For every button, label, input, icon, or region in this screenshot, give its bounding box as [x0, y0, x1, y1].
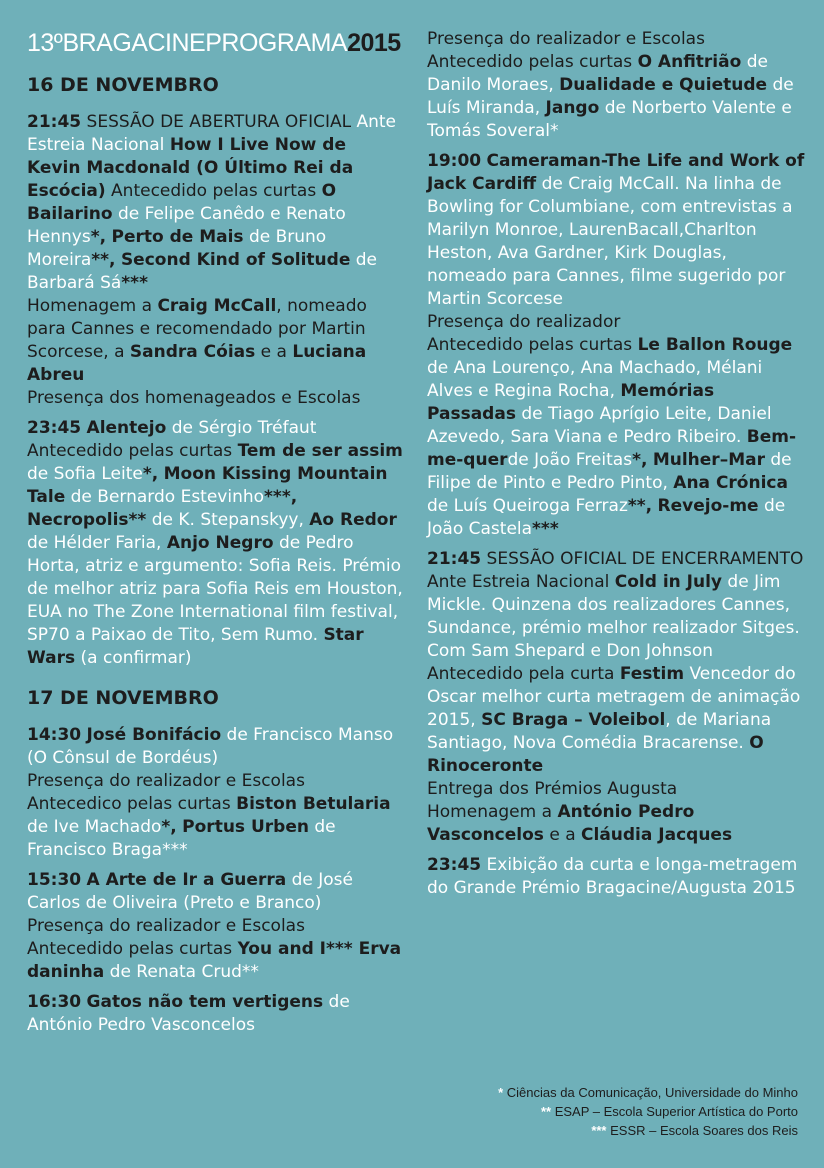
presence-note: Presença do realizador — [427, 312, 621, 332]
short-title: Mulher–Mar — [652, 450, 765, 470]
left-column — [27, 0, 405, 1044]
session-time: 19:00 — [427, 151, 482, 171]
short-title: Ao Redor — [309, 510, 397, 530]
short-credit: de Filipe de Pinto e Pedro Pinto, — [427, 450, 792, 493]
short-credit: Vencedor do Oscar melhor curta metragem de animação 2015, — [427, 664, 801, 730]
date-heading-17: 17 DE NOVEMBRO — [27, 687, 219, 709]
tribute-intro: Homenagem a — [427, 802, 553, 822]
short-credit: de Bernardo Estevinho — [70, 487, 265, 507]
short-credit: de João Castela — [427, 496, 786, 539]
session-line: Ante Estreia Nacional — [427, 572, 610, 592]
session-17-1630-cont — [427, 28, 805, 143]
tribute-name: António Pedro Vasconcelos — [427, 802, 695, 845]
short-title: Second Kind of Solitude — [120, 250, 351, 270]
film-credit: de Francisco Manso (O Cônsul de Bordéus) — [27, 725, 394, 768]
session-line: Ante Estreia Nacional — [27, 112, 396, 155]
short-credit: de Pedro Horta, atriz e argumento: Sofia Reis. Prémio de melhor atriz para Sofia Reis em Houston, EUA no The Zone International film festival, SP70 a Paixao de Tito, Sem Rumo. — [27, 533, 403, 645]
short-title: Festim — [619, 664, 685, 684]
title-edition: 13º — [27, 29, 63, 57]
short-credit: de Renata Crud** — [109, 962, 259, 982]
short-credit: de Hélder Faria, — [27, 533, 162, 553]
footnote-3 — [498, 1121, 798, 1140]
short-credit: de Sofia Leite — [27, 464, 143, 484]
session-time: 16:30 — [27, 992, 82, 1012]
page-title — [27, 30, 405, 57]
footnote-1 — [498, 1083, 798, 1102]
short-title: Jango — [545, 98, 600, 118]
short-title: You and I*** Erva daninha — [27, 939, 402, 982]
short-credit: de Danilo Moraes, — [427, 52, 768, 95]
footnote-text: Ciências da Comunicação, Universidade do Minho — [506, 1085, 798, 1100]
short-credit: de Norberto Valente e Tomás Soveral* — [427, 98, 792, 141]
tribute-intro: Homenagem a — [27, 296, 153, 316]
presence-note: Presença dos homenageados e Escolas — [27, 388, 361, 408]
session-17-1630 — [27, 991, 405, 1037]
tribute-name: Cláudia Jacques — [581, 825, 733, 845]
film-credit: de António Pedro Vasconcelos — [27, 992, 350, 1035]
tribute-name: Luciana Abreu — [27, 342, 367, 385]
short-title: Revejo-me — [657, 496, 759, 516]
film-title: Star Wars — [27, 625, 364, 668]
session-time: 23:45 — [427, 855, 482, 875]
short-title: Bem-me-quer — [427, 427, 797, 470]
short-title: Tem de ser assim — [237, 441, 403, 461]
film-credit: de Jim Mickle. Quinzena dos realizadores Cannes, Sundance, prémio melhor realizador Sitges. Com Sam Shepard e Don Johnson — [427, 572, 800, 661]
short-credit: de Luís Queiroga Ferraz — [427, 496, 628, 516]
short-title: Dualidade e Quietude — [559, 75, 768, 95]
short-title: O Rinoceronte — [427, 733, 764, 776]
right-column — [427, 0, 805, 907]
short-credit: de Bruno Moreira — [27, 227, 327, 270]
shorts-intro: Antecedido pelas curtas — [111, 181, 317, 201]
session-16-2145: 21:45 SESSÃO DE ABERTURA OFICIAL Ante Estreia Nacional How I Live Now de Kevin Macdonald (O Último Rei da Escócia) Antecedido pelas curtas O Bailarino de Felipe Canêdo e Renato Hennys*, Perto de Mais de Bruno Moreira**, Second Kind of Solitude de Barbará Sá*** Homenagem a Craig McCall, nomeado para Cannes e recomendado por Martin Scorcese, a Sandra Cóias e a Luciana Abreu Presença dos homenageados e Escolas — [27, 112, 396, 408]
short-title: Anjo Negro — [166, 533, 274, 553]
short-credit: de Tiago Aprígio Leite, Daniel Azevedo, Sara Viana e Pedro Ribeiro. — [427, 404, 772, 447]
shorts-intro: Antecedido pelas curtas — [427, 52, 633, 72]
shorts-intro: Antecedido pelas curtas — [27, 441, 233, 461]
session-time: 15:30 — [27, 870, 82, 890]
short-title: Biston Betularia — [236, 794, 391, 814]
short-title: Moon Kissing Mountain Tale — [27, 464, 388, 507]
short-title: Ana Crónica — [673, 473, 788, 493]
short-credit: de Luís Miranda, — [427, 75, 794, 118]
tribute-name: Sandra Cóias — [129, 342, 256, 362]
short-credit: de Barbará Sá — [27, 250, 378, 293]
short-credit: de Ana Lourenço, Ana Machado, Mélani Alves e Regina Rocha, — [427, 358, 763, 401]
shorts-intro: Antecedido pela curta — [427, 664, 615, 684]
short-title: Portus Urben — [182, 817, 309, 837]
film-title: How I Live Now de Kevin Macdonald (O Último Rei da Escócia) — [27, 135, 354, 201]
session-heading: SESSÃO DE ABERTURA OFICIAL — [86, 112, 352, 132]
session-time: 21:45 — [427, 549, 482, 569]
session-time: 21:45 — [27, 112, 82, 132]
footnote-text: ESAP – Escola Superior Artística do Porto — [554, 1104, 798, 1119]
short-credit: de Ive Machado — [27, 817, 162, 837]
session-17-2145 — [427, 548, 805, 847]
film-title: José Bonifácio — [86, 725, 222, 745]
title-programa: PROGRAMA — [205, 29, 348, 57]
film-title: Cold in July — [614, 572, 723, 592]
footnote-mark: ** — [540, 1104, 552, 1119]
tribute-name: Craig McCall — [157, 296, 277, 316]
short-credit: de Felipe Canêdo e Renato Hennys — [27, 204, 346, 247]
session-16-2345: 23:45 Alentejo de Sérgio Tréfaut Antecedido pelas curtas Tem de ser assim de Sofia Leite*, Moon Kissing Mountain Tale de Bernardo Estevinho***, Necropolis** de K. Stepanskyy, Ao Redor de Hélder Faria, Anjo Negro de Pedro Horta, atriz e argumento: Sofia Reis. Prémio de melhor atriz para Sofia Reis em Houston, EUA no The Zone International film festival, SP70 a Paixao de Tito, Sem Rumo. Star Wars (a confirmar) — [27, 418, 403, 668]
film-title: A Arte de Ir a Guerra — [86, 870, 287, 890]
film-credit: de Craig McCall. Na linha de Bowling for Columbiane, com entrevistas a Marilyn Monroe, LaurenBacall,Charlton Heston, Ava Gardner, Kirk Douglas, nomeado para Cannes, filme sugerido por Martin Scorcese — [427, 174, 793, 309]
film-title: Alentejo — [86, 418, 167, 438]
tribute-text: , nomeado para Cannes e recomendado por Martin Scorcese, a — [27, 296, 367, 362]
film-note: (a confirmar) — [80, 648, 192, 668]
session-17-1430: 14:30 José Bonifácio de Francisco Manso (O Cônsul de Bordéus) Presença do realizador e Escolas Antecedico pelas curtas Biston Betularia de Ive Machado*, Portus Urben de Francisco Braga*** — [27, 725, 394, 860]
short-title: SC Braga – Voleibol — [481, 710, 666, 730]
session-17-2345 — [427, 854, 805, 900]
footnote-2 — [498, 1102, 798, 1121]
short-credit: de K. Stepanskyy, — [151, 510, 304, 530]
short-credit: , de Mariana Santiago, Nova Comédia Bracarense. — [427, 710, 772, 753]
footnotes — [498, 1083, 798, 1140]
title-year: 2015 — [347, 29, 401, 57]
presence-note: Presença do realizador e Escolas — [427, 29, 705, 49]
short-credit: de João Freitas — [507, 450, 633, 470]
title-festival: BRAGACINE — [62, 29, 206, 57]
film-credit: de Sérgio Tréfaut — [171, 418, 317, 438]
shorts-intro: Antecedico pelas curtas — [27, 794, 231, 814]
short-title: Necropolis** — [27, 510, 147, 530]
session-description: Exibição da curta e longa-metragem do Grande Prémio Bragacine/Augusta 2015 — [427, 855, 798, 898]
film-credit: de José Carlos de Oliveira (Preto e Branco) — [27, 870, 353, 913]
shorts-intro: Antecedido pelas curtas — [427, 335, 633, 355]
short-title: O Anfitrião — [637, 52, 742, 72]
short-credit: de Francisco Braga*** — [27, 817, 336, 860]
session-time: 23:45 — [27, 418, 82, 438]
film-title: Cameraman-The Life and Work of Jack Cardiff — [427, 151, 805, 194]
footnote-mark: *** — [591, 1123, 607, 1138]
session-17-1900: 19:00 Cameraman-The Life and Work of Jack Cardiff de Craig McCall. Na linha de Bowling for Columbiane, com entrevistas a Marilyn Monroe, LaurenBacall,Charlton Heston, Ava Gardner, Kirk Douglas, nomeado para Cannes, filme sugerido por Martin Scorcese Presença do realizador Antecedido pelas curtas Le Ballon Rouge de Ana Lourenço, Ana Machado, Mélani Alves e Regina Rocha, Memórias Passadas de Tiago Aprígio Leite, Daniel Azevedo, Sara Viana e Pedro Ribeiro. Bem-me-querde João Freitas*, Mulher–Mar de Filipe de Pinto e Pedro Pinto, Ana Crónica de Luís Queiroga Ferraz**, Revejo-me de João Castela*** — [427, 151, 805, 539]
session-17-1530 — [27, 869, 405, 984]
conjunction: e a — [260, 342, 287, 362]
footnote-text: ESSR – Escola Soares dos Reis — [610, 1123, 798, 1138]
short-title: Le Ballon Rouge — [637, 335, 793, 355]
short-title: Perto de Mais — [111, 227, 244, 247]
awards-note: Entrega dos Prémios Augusta — [427, 779, 678, 799]
short-title: O Bailarino — [27, 181, 337, 224]
film-title: Gatos não tem vertigens — [86, 992, 324, 1012]
short-title: Memórias Passadas — [427, 381, 715, 424]
footnote-mark: * — [498, 1085, 504, 1100]
presence-note: Presença do realizador e Escolas — [27, 771, 305, 791]
session-time: 14:30 — [27, 725, 82, 745]
conjunction: e a — [549, 825, 576, 845]
session-heading: SESSÃO OFICIAL DE ENCERRAMENTO — [486, 549, 804, 569]
date-heading-16: 16 DE NOVEMBRO — [27, 74, 219, 96]
presence-shorts-note: Presença do realizador e Escolas Antecedido pelas curtas — [27, 916, 305, 959]
